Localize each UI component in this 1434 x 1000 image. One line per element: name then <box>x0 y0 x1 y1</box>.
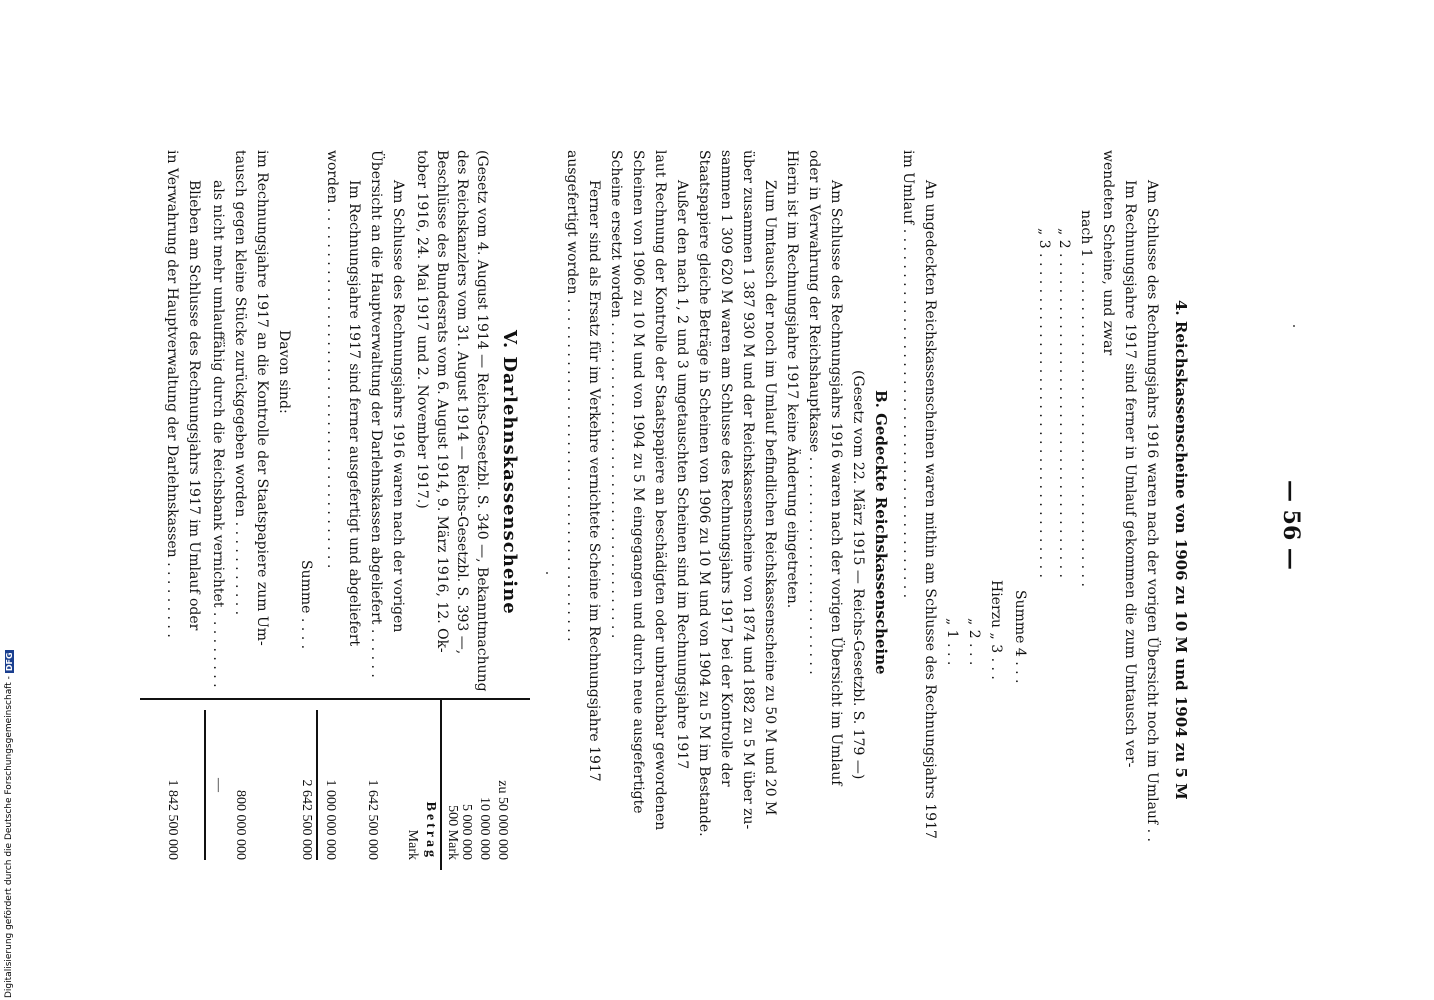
section-b-p4d: Scheine ersetzt worden . . . . . . . . . . . . . . . . . . . . . . . . . . . . . . . . . . . . <box>608 150 624 639</box>
section-v-d1a: im Rechnungsjahre 1917 an die Kontrolle der Staatspapiere zum Um- <box>254 150 270 646</box>
page-number: — 56 — <box>1278 480 1304 570</box>
section-v-d2: als nicht mehr umlauffähig durch die Reichsbank vernichtet . . . . . . . . . <box>210 180 226 688</box>
document-page <box>140 150 1310 870</box>
betrag-unit: Mark <box>405 829 420 860</box>
section-b-p3a: Zum Umtausch der noch im Umlauf befindlichen Reichskassenscheine zu 50 M und 20 M <box>762 180 778 816</box>
section-b-p1b: oder in Verwahrung der Reichshauptkasse . . . . . . . . . . . . . . . . . . . . . . . . . <box>806 150 822 675</box>
betrag-r5: — <box>211 778 226 792</box>
betrag-rule-left <box>140 698 530 700</box>
section-b-law: (Gesetz vom 22. März 1915 — Reichs-Gesetzbl. S. 179 —) <box>850 370 866 780</box>
section-4-line2: Im Rechnungsjahre 1917 sind ferner in Umlauf gekommen die zum Umtausch ver- <box>1122 180 1138 768</box>
section-v-heading: V. Darlehnskassenscheine <box>499 330 520 615</box>
section-v-law4: tober 1916, 24. Mai 1917 und 2. November 1917.) <box>414 150 430 509</box>
betrag-r6: 1 842 500 000 <box>165 779 180 860</box>
section-4-intro: Am Schlusse des Rechnungsjahrs 1916 waren nach der vorigen Übersicht noch im Umlauf . . <box>1144 180 1160 842</box>
section-v-p2a: Im Rechnungsjahre 1917 sind ferner ausgefertigt und abgeliefert <box>346 180 362 647</box>
section-v-p2b: worden . . . . . . . . . . . . . . . . . . . . . . . . . . . . . . . . . . . . . . . . . <box>324 150 340 569</box>
betrag-sum-rule <box>316 710 318 860</box>
dfg-logo: DFG <box>4 652 14 672</box>
section-4-nach1: nach 1 . . . . . . . . . . . . . . . . . . . . . . . . . . . . . . . . . . . . . <box>1078 210 1094 587</box>
section-4-ungedeckt2: im Umlauf . . . . . . . . . . . . . . . . . . . . . . . . . . . . . . . . . . . . . . . . . . <box>900 150 916 599</box>
section-v-b2: in Verwahrung der Hauptverwaltung der Darlehnskassen . . . . . . . . . <box>164 150 180 638</box>
credit-text: Digitalisierung gefördert durch die Deutsche Forschungsgemeinschaft - <box>4 676 14 998</box>
section-b-p3d: Staatspapiere gleiche Beträge in Scheinen von 1906 zu 10 M und von 1904 zu 5 M im Bestande. <box>696 150 712 837</box>
section-4-line3: wendeten Scheine, und zwar <box>1100 150 1116 356</box>
section-v-davon: Davon sind: <box>276 330 292 414</box>
betrag-rule-header <box>440 698 442 870</box>
betrag-r3: 2 642 500 000 <box>299 779 314 860</box>
betrag-v3: 5 000 000 <box>459 804 474 860</box>
section-b-p3b: über zusammen 1 387 930 M und der Reichskassenscheine von 1874 und 1882 zu 5 M über zu- <box>740 150 756 830</box>
section-b-p1a: Am Schlusse des Rechnungsjahrs 1916 waren nach der vorigen Übersicht im Umlauf <box>828 180 844 786</box>
section-b-p5b: ausgefertigt worden . . . . . . . . . . . . . . . . . . . . . . . . . . . . . . . . . . . . . . . <box>564 150 580 642</box>
section-v-d1b: tausch gegen kleine Stücke zurückgegeben worden . . . . . . . . . . . <box>232 150 248 616</box>
betrag-v4: 500 Mark <box>445 805 460 860</box>
section-b-p5a: Ferner sind als Ersatz für im Verkehre vernichtete Scheine im Rechnungsjahre 1917 <box>586 180 602 782</box>
section-v-law1: (Gesetz vom 4. August 1914 — Reichs-Gesetzbl. S. 340 —, Bekanntmachung <box>474 150 490 692</box>
section-v-law3: Beschlüsse des Bundesrats vom 6. August 1914, 9. März 1916, 12. Ok- <box>434 150 450 653</box>
section-b-p4c: Scheinen von 1906 zu 10 M und von 1904 zu 5 M eingegangen und durch neue ausgefertigte <box>630 150 646 814</box>
section-b-p2: Hierin ist im Rechnungsjahre 1917 keine Änderung eingetreten. <box>784 150 800 609</box>
betrag-r1: 1 642 500 000 <box>365 779 380 860</box>
section-v-b1: Blieben am Schlusse des Rechnungsjahrs 1917 im Umlauf oder <box>186 180 202 631</box>
digitization-credit <box>4 650 14 998</box>
section-4-nach3: „ 3 . . . . . . . . . . . . . . . . . . . . . . . . . . . . . . . . . . . . . <box>1036 228 1052 578</box>
section-4-nach2: „ 2 . . . . . . . . . . . . . . . . . . . . . . . . . . . . . . . . . . . . . <box>1056 228 1072 578</box>
section-v-summe: Summe . . . . <box>298 560 314 650</box>
section-v-p1a: Am Schlusse des Rechnungsjahrs 1916 waren nach der vorigen <box>390 180 406 633</box>
section-4-ungedeckt1: An ungedeckten Reichskassenscheinen waren mithin am Schlusse des Rechnungsjahrs 1917 <box>922 180 938 839</box>
rotated-page <box>140 150 1310 870</box>
section-4-hierzu: Hierzu „ 3 . . . <box>988 580 1004 680</box>
section-4-summe: Summe 4 . . . <box>1012 590 1028 684</box>
section-4-minus2: „ 2 . . . <box>966 618 982 666</box>
section-b-heading: B. Gedeckte Reichskassenscheine <box>872 390 890 675</box>
betrag-r4: 800 000 000 <box>233 790 248 860</box>
section-v-p1b: Übersicht an die Hauptverwaltung der Darlehnskassen abgeliefert . . . . . . <box>368 150 384 678</box>
section-b-p4b: laut Rechnung der Kontrolle der Staatspapiere an beschädigten oder unbrauchbar gewordenen <box>652 150 668 831</box>
scan-speck <box>546 572 548 574</box>
section-v-law2: des Reichskanzlers vom 31. August 1914 — Reichs-Gesetzbl. S. 393 —, <box>454 150 470 655</box>
betrag-header: Betrag <box>423 801 438 860</box>
betrag-final-rule <box>204 710 206 860</box>
section-b-p4a: Außer den nach 1, 2 und 3 umgetauschten Scheinen sind im Rechnungsjahre 1917 <box>674 180 690 770</box>
scan-speck <box>1293 325 1295 327</box>
section-4-minus1: „ 1 . . . <box>944 618 960 666</box>
section-4-heading: 4. Reichskassenscheine von 1906 zu 10 M und 1904 zu 5 M <box>1172 300 1190 800</box>
betrag-r2: 1 000 000 000 <box>323 779 338 860</box>
betrag-v1: zu 50 000 000 <box>495 780 510 860</box>
section-b-p3c: sammen 1 309 620 M waren am Schlusse des Rechnungsjahrs 1917 bei der Kontrolle der <box>718 150 734 787</box>
betrag-v2: 10 000 000 <box>477 797 492 860</box>
